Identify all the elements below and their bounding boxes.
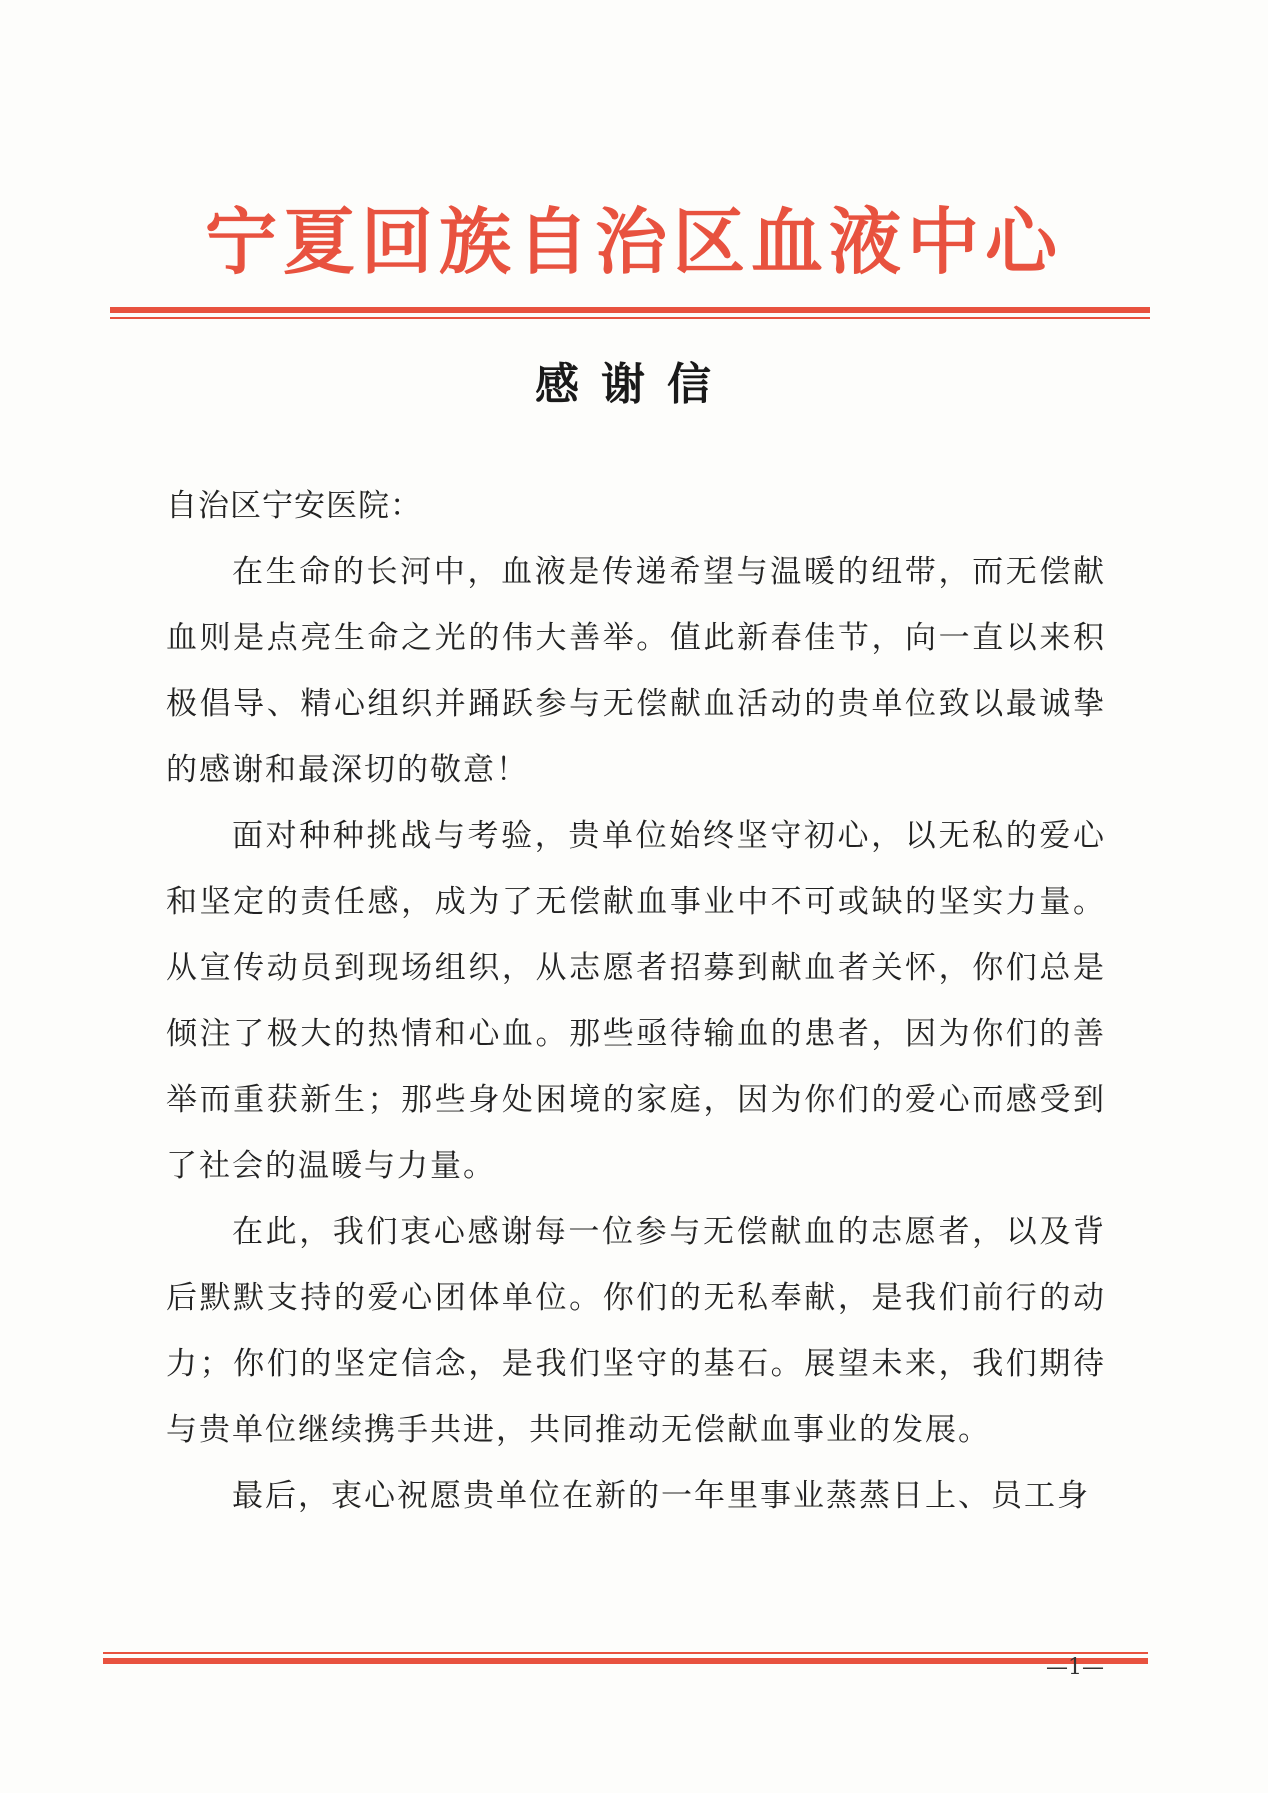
footer-divider — [103, 1652, 1148, 1664]
divider-thick-line — [110, 307, 1150, 313]
letterhead-divider — [110, 307, 1150, 319]
salutation: 自治区宁安医院： — [166, 488, 422, 524]
divider-thick-line — [103, 1658, 1148, 1664]
letter-title: 感谢信 — [535, 359, 733, 410]
paragraph-1: 在生命的长河中，血液是传递希望与温暖的纽带，而无偿献血则是点亮生命之光的伟大善举。值此新春佳节，向一直以来积极倡导、精心组织并踊跃参与无偿献血活动的贵单位致以最诚挚的感谢和最深切的敬意！ — [166, 554, 1106, 788]
paragraph-2: 面对种种挑战与考验，贵单位始终坚守初心，以无私的爱心和坚定的责任感，成为了无偿献血事业中不可或缺的坚实力量。从宣传动员到现场组织，从志愿者招募到献血者关怀，你们总是倾注了极大的热情和心血。那些亟待输血的患者，因为你们的善举而重获新生；那些身处困境的家庭，因为你们的爱心而感受到了社会的温暖与力量。 — [166, 818, 1106, 1184]
organization-letterhead: 宁夏回族自治区血液中心 — [204, 199, 1063, 284]
divider-thin-line — [110, 317, 1150, 319]
page-number: —1— — [1046, 1655, 1104, 1680]
paragraph-4: 最后，衷心祝愿贵单位在新的一年里事业蒸蒸日上、员工身 — [232, 1478, 1090, 1514]
letter-body — [166, 473, 1106, 1529]
divider-thin-line — [103, 1652, 1148, 1654]
paragraph-3: 在此，我们衷心感谢每一位参与无偿献血的志愿者，以及背后默默支持的爱心团体单位。你们的无私奉献，是我们前行的动力；你们的坚定信念，是我们坚守的基石。展望未来，我们期待与贵单位继续携手共进，共同推动无偿献血事业的发展。 — [166, 1214, 1106, 1448]
